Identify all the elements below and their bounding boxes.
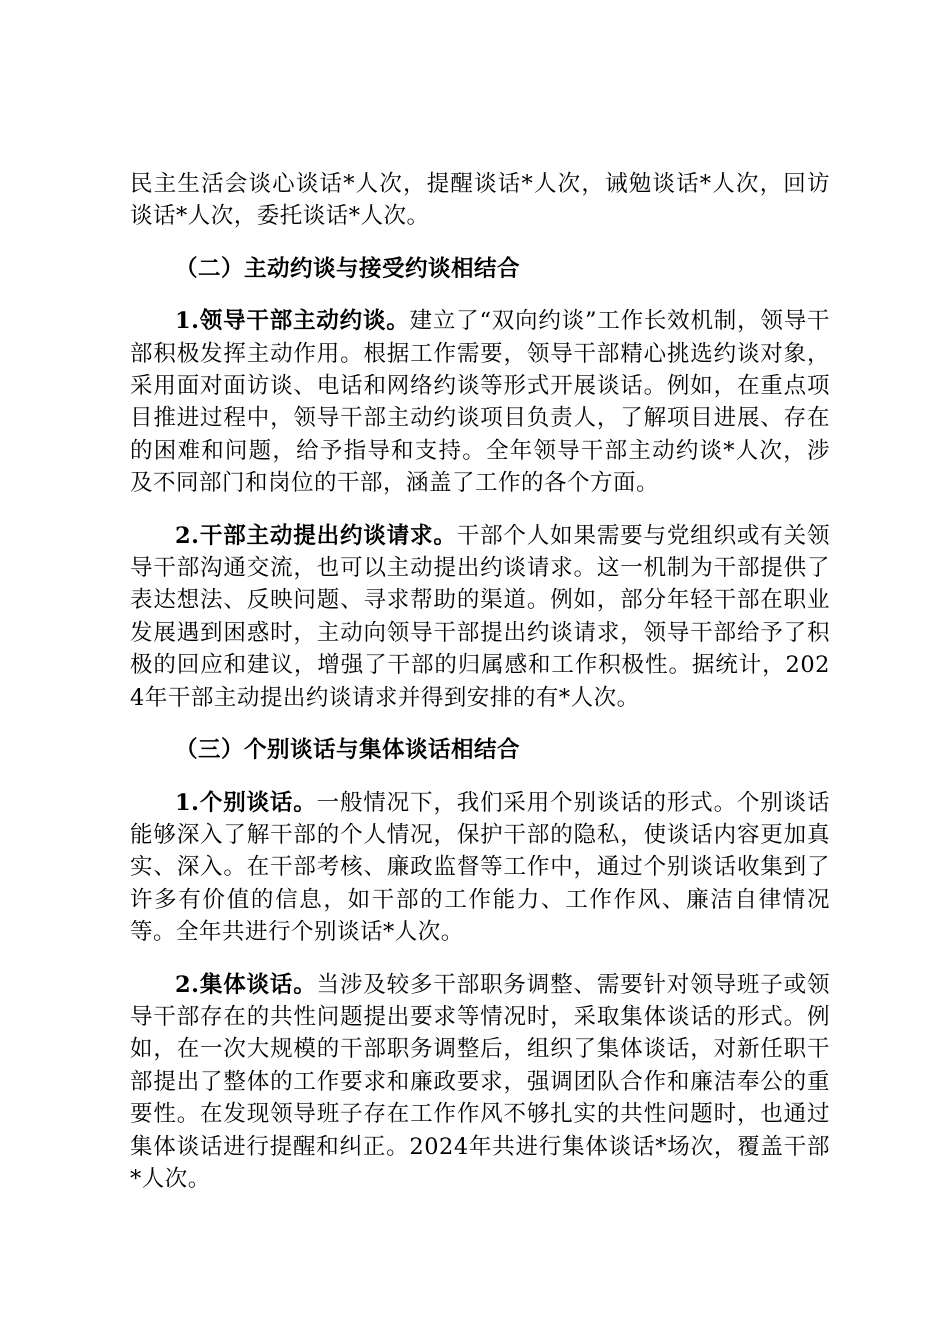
paragraph-lead: 2.集体谈话。	[175, 971, 317, 998]
paragraph-text: 干部个人如果需要与党组织或有关领导干部沟通交流，也可以主动提出约谈请求。这一机制为干部提供了表达想法、反映问题、寻求帮助的渠道。例如，部分年轻干部在职业发展遇到困惑时，主动向领导干部提出约谈请求，领导干部给予了积极的回应和建议，增强了干部的归属感和工作积极性。据统计，2024年干部主动提出约谈请求并得到安排的有*人次。	[130, 522, 830, 711]
document-body	[130, 168, 830, 1215]
paragraph-collective-talk	[130, 969, 830, 1196]
paragraph-text: 建立了“双向约谈”工作长效机制，领导干部积极发挥主动作用。根据工作需要，领导干部精心挑选约谈对象，采用面对面访谈、电话和网络约谈等形式开展谈话。例如，在重点项目推进过程中，领导干部主动约谈项目负责人，了解项目进展、存在的困难和问题，给予指导和支持。全年领导干部主动约谈*人次，涉及不同部门和岗位的干部，涵盖了工作的各个方面。	[130, 308, 830, 497]
paragraph-continued	[130, 168, 830, 233]
paragraph-lead: 1.领导干部主动约谈。	[175, 308, 410, 335]
section-heading-3: （三）个别谈话与集体谈话相结合	[175, 737, 521, 764]
section-heading-2: （二）主动约谈与接受约谈相结合	[175, 255, 521, 282]
paragraph-text: 一般情况下，我们采用个别谈话的形式。个别谈话能够深入了解干部的个人情况，保护干部的隐私，使谈话内容更加真实、深入。在干部考核、廉政监督等工作中，通过个别谈话收集到了许多有价值的信息，如干部的工作能力、工作作风、廉洁自律情况等。全年共进行个别谈话*人次。	[130, 789, 830, 946]
paragraph-cadre-request	[130, 520, 830, 714]
paragraph-lead: 2.干部主动提出约谈请求。	[175, 522, 457, 549]
paragraph-lead: 1.个别谈话。	[175, 789, 317, 816]
paragraph-text: 民主生活会谈心谈话*人次，提醒谈话*人次，诫勉谈话*人次，回访谈话*人次，委托谈话*人次。	[130, 171, 830, 230]
paragraph-leader-initiated	[130, 305, 830, 499]
paragraph-text: 当涉及较多干部职务调整、需要针对领导班子或领导干部存在的共性问题提出要求等情况时，采取集体谈话的形式。例如，在一次大规模的干部职务调整后，组织了集体谈话，对新任职干部提出了整体的工作要求和廉政要求，强调团队合作和廉洁奉公的重要性。在发现领导班子存在工作作风不够扎实的共性问题时，也通过集体谈话进行提醒和纠正。2024年共进行集体谈话*场次，覆盖干部*人次。	[130, 971, 830, 1192]
paragraph-individual-talk	[130, 787, 830, 949]
